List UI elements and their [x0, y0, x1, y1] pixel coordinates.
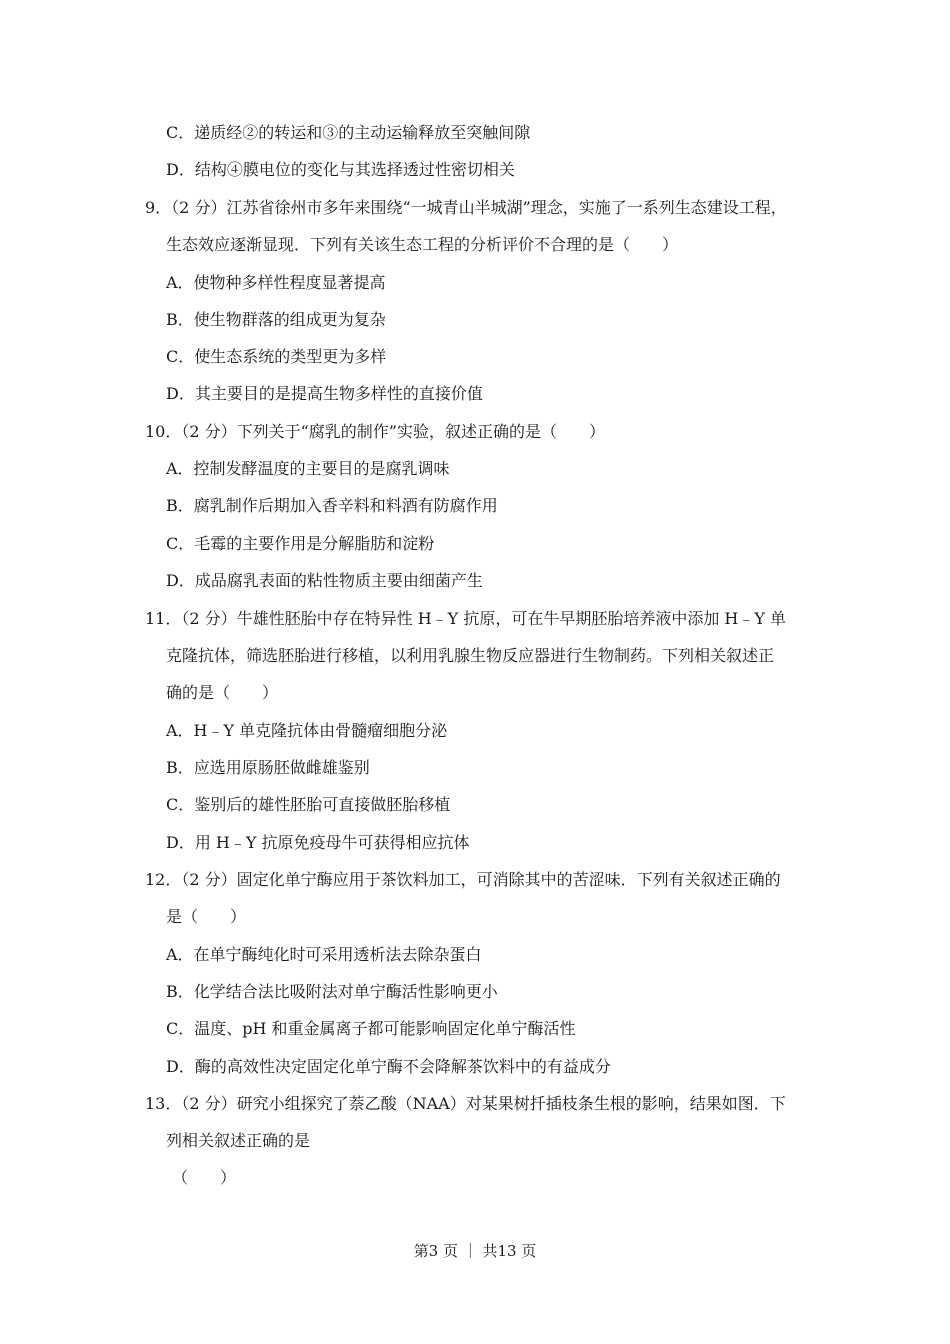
q8-option-d: D．结构④膜电位的变化与其选择透过性密切相关: [166, 160, 515, 179]
q12-stem-cont: 是（ ）: [166, 907, 247, 926]
q10-option-d: D．成品腐乳表面的粘性物质主要由细菌产生: [166, 571, 483, 590]
q11-option-a: A．H﹣Y 单克隆抗体由骨髓瘤细胞分泌: [166, 721, 448, 740]
q12-option-a: A．在单宁酶纯化时可采用透析法去除杂蛋白: [166, 945, 482, 964]
q9-option-a: A．使物种多样性程度显著提高: [166, 273, 386, 292]
q12-option-d: D．酶的高效性决定固定化单宁酶不会降解茶饮料中的有益成分: [166, 1057, 611, 1076]
q10-option-a: A．控制发酵温度的主要目的是腐乳调味: [166, 459, 450, 478]
q13-answer-blank: （ ）: [172, 1168, 237, 1187]
q10-stem: 10．（2 分）下列关于“腐乳的制作”实验，叙述正确的是（ ）: [145, 422, 605, 441]
q13-stem-cont: 列相关叙述正确的是: [166, 1131, 311, 1150]
page-footer: 第3 页 ｜ 共13 页: [413, 1242, 537, 1260]
q9-option-c: C．使生态系统的类型更为多样: [166, 347, 387, 366]
q10-option-c: C．毛霉的主要作用是分解脂肪和淀粉: [166, 534, 435, 553]
q8-option-c: C．递质经②的转运和③的主动运输释放至突触间隙: [166, 123, 531, 142]
q11-stem: 11．（2 分）牛雄性胚胎中存在特异性 H﹣Y 抗原，可在牛早期胚胎培养液中添加 H﹣Y 单: [145, 609, 787, 628]
q9-stem-cont: 生态效应逐渐显现．下列有关该生态工程的分析评价不合理的是（ ）: [166, 235, 679, 254]
q9-stem: 9．（2 分）江苏省徐州市多年来围绕“一城青山半城湖”理念，实施了一系列生态建设工程，: [145, 198, 787, 217]
q12-option-b: B．化学结合法比吸附法对单宁酶活性影响更小: [166, 982, 498, 1001]
q9-option-b: B．使生物群落的组成更为复杂: [166, 310, 386, 329]
q12-stem: 12．（2 分）固定化单宁酶应用于茶饮料加工，可消除其中的苦涩味．下列有关叙述正确的: [145, 870, 781, 889]
q11-option-c: C．鉴别后的雄性胚胎可直接做胚胎移植: [166, 795, 451, 814]
q13-stem: 13．（2 分）研究小组探究了萘乙酸（NAA）对某果树扦插枝条生根的影响，结果如图．下: [145, 1094, 786, 1113]
q11-option-b: B．应选用原肠胚做雌雄鉴别: [166, 758, 370, 777]
q11-stem-cont-1: 克隆抗体，筛选胚胎进行移植，以利用乳腺生物反应器进行生物制药。下列相关叙述正: [166, 646, 775, 665]
q11-stem-cont-2: 确的是（ ）: [166, 683, 279, 702]
q11-option-d: D．用 H﹣Y 抗原免疫母牛可获得相应抗体: [166, 833, 470, 852]
q9-option-d: D．其主要目的是提高生物多样性的直接价值: [166, 384, 483, 403]
q12-option-c: C．温度、pH 和重金属离子都可能影响固定化单宁酶活性: [166, 1019, 576, 1038]
q10-option-b: B．腐乳制作后期加入香辛料和料酒有防腐作用: [166, 496, 498, 515]
